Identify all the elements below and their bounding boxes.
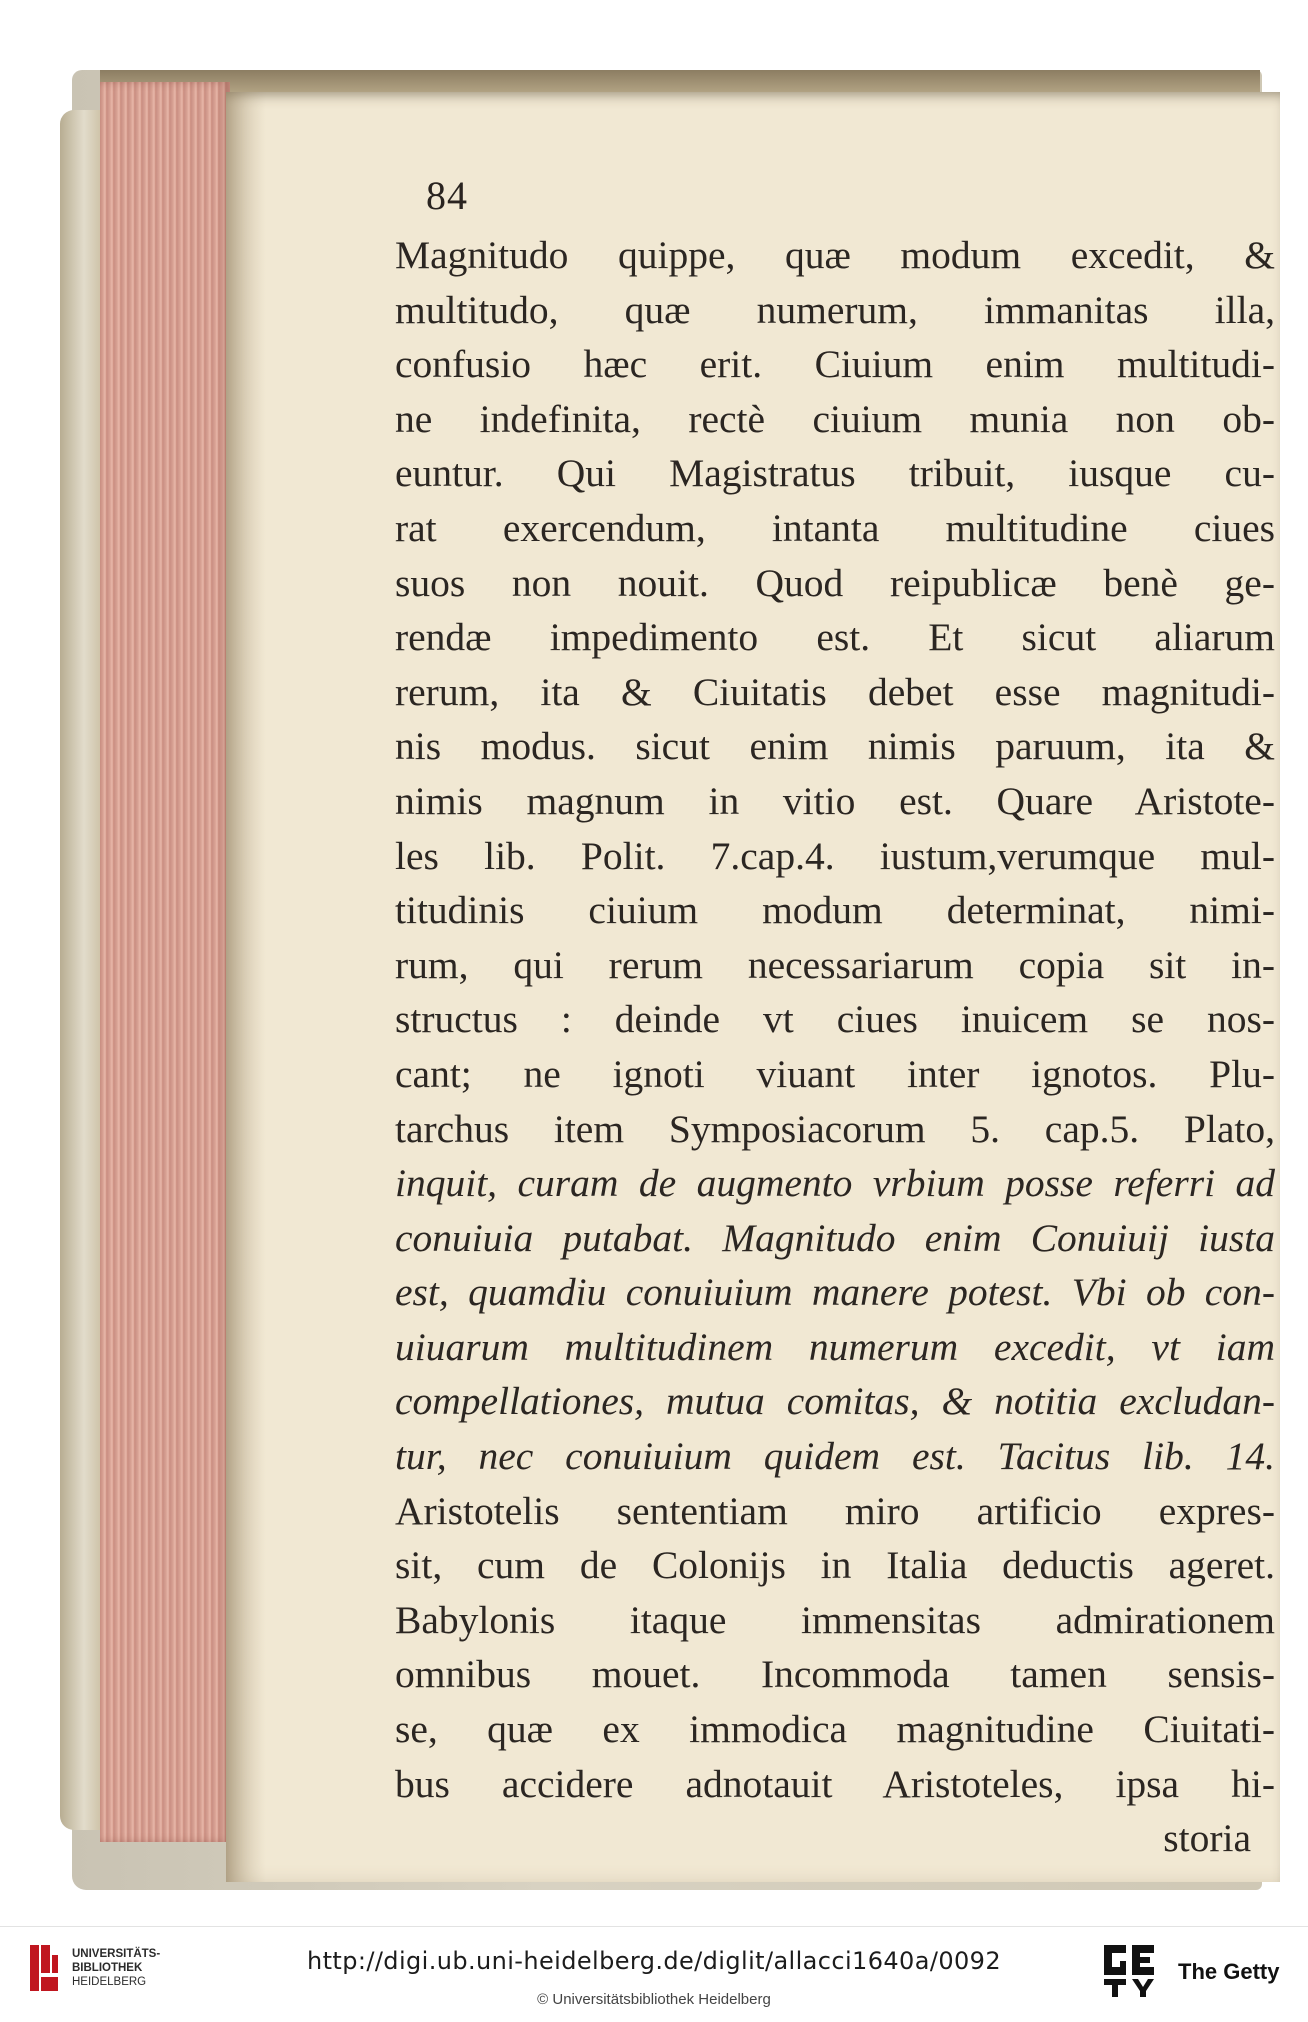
page-text bbox=[395, 228, 1275, 1866]
text-line: titudinis ciuium modum determinat, nimi- bbox=[395, 888, 1275, 933]
text-line: rat exercendum, intanta multitudine ciues bbox=[395, 505, 1275, 550]
getty-mark-icon bbox=[1100, 1941, 1158, 1999]
copyright-notice: © Universitätsbibliothek Heidelberg bbox=[537, 1991, 771, 2008]
text-line: nimis magnum in vitio est. Quare Aristote- bbox=[395, 778, 1275, 823]
text-line: bus accidere adnotauit Aristoteles, ipsa hi- bbox=[395, 1761, 1275, 1806]
text-line: inquit, curam de augmento vrbium posse referri ad bbox=[395, 1161, 1275, 1206]
library-logo-line: HEIDELBERG bbox=[72, 1976, 147, 1988]
text-line: ne indefinita, rectè ciuium munia non ob- bbox=[395, 396, 1275, 441]
getty-label: The Getty bbox=[1178, 1959, 1280, 1984]
text-line: euntur. Qui Magistratus tribuit, iusque cu- bbox=[395, 451, 1275, 496]
text-line: Magnitudo quippe, quæ modum excedit, & bbox=[395, 233, 1275, 277]
text-line: est, quamdiu conuiuium manere potest. Vbi ob con- bbox=[395, 1270, 1275, 1315]
text-line: omnibus mouet. Incommoda tamen sensis- bbox=[395, 1652, 1275, 1697]
text-line: compellationes, mutua comitas, & notitia excludan- bbox=[395, 1379, 1275, 1424]
text-line: sit, cum de Colonijs in Italia deductis ageret. bbox=[395, 1543, 1275, 1588]
text-line: uiuarum multitudinem numerum excedit, vt iam bbox=[395, 1324, 1275, 1369]
text-line: les lib. Polit. 7.cap.4. iustum,verumque mul- bbox=[395, 833, 1275, 878]
page-number: 84 bbox=[426, 173, 468, 218]
text-line: conuiuia putabat. Magnitudo enim Conuiuij iusta bbox=[395, 1215, 1275, 1260]
gutter-shadow bbox=[226, 92, 266, 1882]
page-edges bbox=[100, 82, 230, 1842]
text-line: se, quæ ex immodica magnitudine Ciuitati- bbox=[395, 1707, 1275, 1752]
permalink[interactable]: http://digi.ub.uni-heidelberg.de/diglit/allacci1640a/0092 bbox=[306, 1947, 1001, 1975]
catchword: storia bbox=[1163, 1816, 1251, 1861]
library-logo-line: BIBLIOTHEK bbox=[72, 1962, 143, 1974]
text-line: multitudo, quæ numerum, immanitas illa, bbox=[395, 287, 1275, 332]
text-line: Aristotelis sententiam miro artificio expres- bbox=[395, 1488, 1275, 1533]
library-logo-line: UNIVERSITÄTS- bbox=[72, 1948, 161, 1960]
text-line: tur, nec conuiuium quidem est. Tacitus lib. 14. bbox=[395, 1434, 1275, 1479]
book-spine bbox=[60, 110, 100, 1830]
text-line: tarchus item Symposiacorum 5. cap.5. Plato, bbox=[395, 1106, 1275, 1151]
text-line: cant; ne ignoti viuant inter ignotos. Plu- bbox=[395, 1051, 1275, 1096]
viewer-footer bbox=[0, 1926, 1308, 2022]
text-line: structus : deinde vt ciues inuicem se nos- bbox=[395, 997, 1275, 1042]
getty-logo[interactable] bbox=[1100, 1941, 1290, 2007]
text-line: rendæ impedimento est. Et sicut aliarum bbox=[395, 615, 1275, 660]
text-line: rum, qui rerum necessariarum copia sit in- bbox=[395, 942, 1275, 987]
page-top-edge bbox=[100, 70, 1260, 94]
text-line: Babylonis itaque immensitas admirationem bbox=[395, 1597, 1275, 1642]
text-line: suos non nouit. Quod reipublicæ benè ge- bbox=[395, 560, 1275, 605]
text-line: rerum, ita & Ciuitatis debet esse magnitudi- bbox=[395, 669, 1275, 714]
text-line: confusio hæc erit. Ciuium enim multitudi- bbox=[395, 342, 1275, 387]
text-line: nis modus. sicut enim nimis paruum, ita & bbox=[395, 724, 1275, 769]
